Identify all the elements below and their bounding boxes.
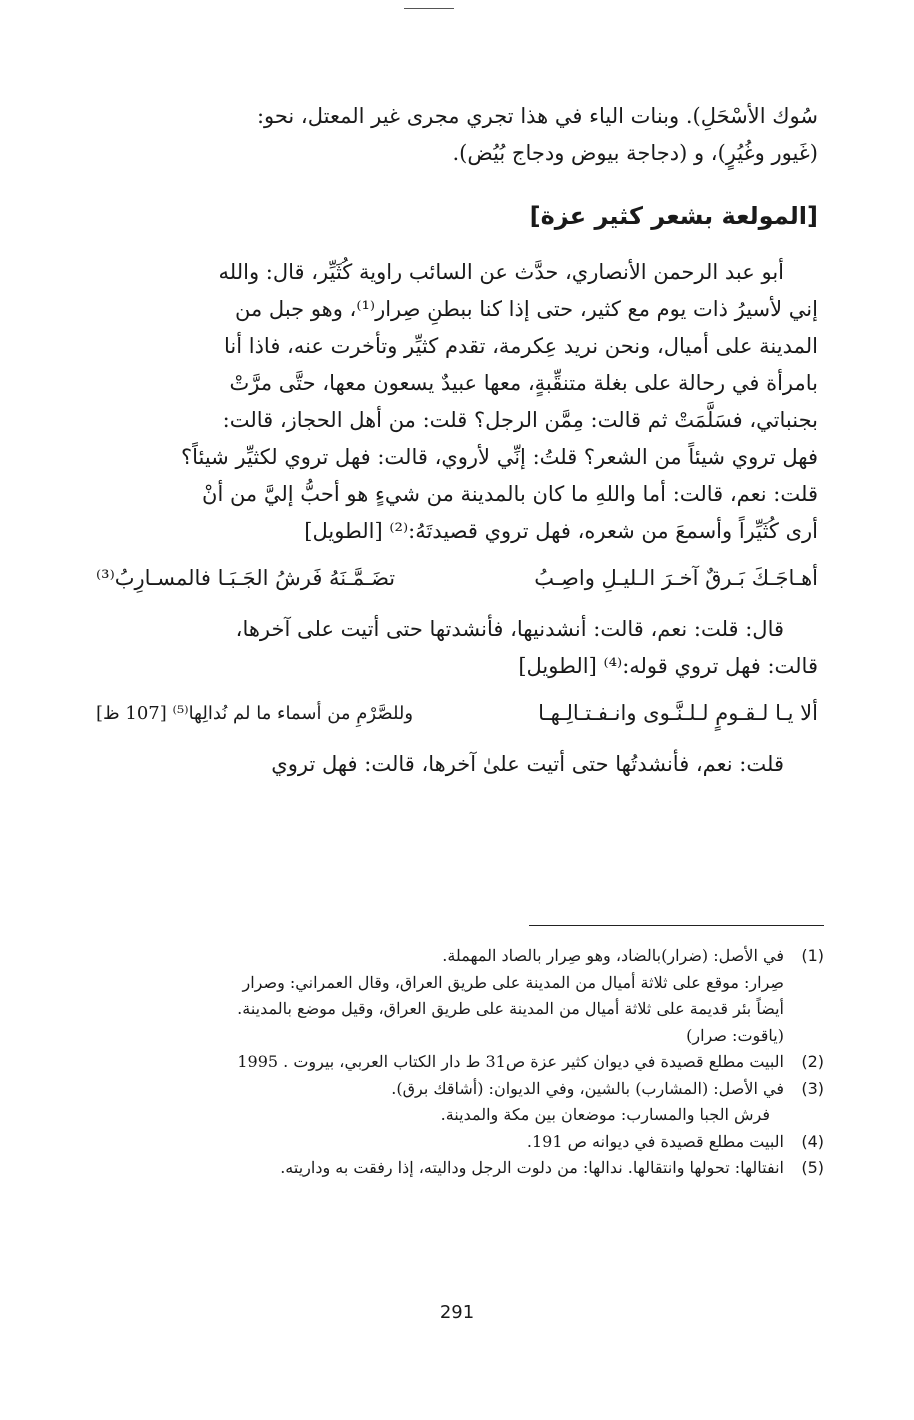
verse-2-first-hemistich: ألا يـا لـقـومٍ لـلـنَّـوى وانـفـتـالِـهـا: [538, 701, 818, 725]
manuscript-folio-note: [107 ظ]: [96, 703, 167, 724]
intro-paragraph: [96, 98, 818, 172]
intro-line-2: (غَيور وغُيُرٍ)، و (دجاجة بيوض ودجاج بُيُض).: [452, 141, 818, 165]
verse-1-first-hemistich: أهـاجَـكَ بَـرقٌ آخـرَ الـليـلِ واصِـبُ: [534, 566, 818, 590]
narrative-paragraph-1: [96, 254, 818, 550]
footnote-line: صِرار: موقع على ثلاثة أميال من المدينة على طريق العراق، وقال العمراني: وصرار: [242, 972, 784, 992]
footnote-number: (4): [801, 1131, 824, 1151]
paragraph-1-line: فهل تروي شيئاً من الشعر؟ قلتُ: إنِّي لأروي، قالت: فهل تروي لكثيِّر شيئاً؟: [180, 445, 818, 469]
paragraph-1-line: المدينة على أميال، ونحن نريد عِكرمة، تقدم كثيِّر وتأخرت عنه، فاذا أنا: [223, 334, 818, 358]
verse-2-second-hemistich: [96, 695, 413, 732]
paragraph-1-line: إني لأسيرُ ذات يوم مع كثير، حتى إذا كنا ببطنِ صِرار⁽¹⁾، وهو جبل من: [235, 297, 818, 321]
verse-1-second-hemistich: تضَـمَّـنَهُ فَرشُ الجَـبَـا فالمسـارِبُ⁽³⁾: [96, 566, 396, 590]
paragraph-1-line: قلت: نعم، قالت: أما واللهِ ما كان بالمدينة من شيءٍ هو أحبُّ إليَّ من أنْ: [202, 482, 818, 506]
footnote-body: [94, 1049, 784, 1076]
footnotes: [94, 943, 824, 1182]
footnote-4: [94, 1129, 824, 1156]
paragraph-2-line: قال: قلت: نعم، قالت: أنشدنيها، فأنشدتها حتى أتيت على آخرها،: [235, 617, 784, 641]
paragraph-1-line: أبو عبد الرحمن الأنصاري، حدَّث عن السائب راوية كُثَيِّر، قال: والله: [218, 260, 784, 284]
verse-2: [96, 695, 818, 732]
paragraph-1-line: أرى كُثَيِّراً وأسمعَ من شعره، فهل تروي قصيدتَهُ:⁽²⁾ [الطويل]: [304, 519, 818, 543]
footnote-line: أيضاً بئر قديمة على ثلاثة أميال من المدينة على طريق العراق، وقيل موضع بالمدينة.: [237, 999, 784, 1018]
footnote-line: انفتالها: تحولها وانتقالها. ندالها: من دلوت الرجل وداليته، إذا رفقت به وداريته.: [280, 1158, 784, 1177]
footnote-body: [94, 1076, 784, 1129]
paragraph-2-line: قالت: فهل تروي قوله:⁽⁴⁾ [الطويل]: [518, 654, 818, 678]
narrative-paragraph-2: [96, 611, 818, 685]
footnote-separator: [529, 925, 824, 926]
footnote-body: [94, 943, 784, 1049]
footnote-body: [94, 1129, 784, 1156]
footnote-line: (ياقوت: صرار): [686, 1025, 784, 1045]
top-decorative-rule: [404, 8, 454, 9]
footnote-number: (2): [801, 1052, 824, 1071]
verse-1: [96, 560, 818, 597]
footnote-line: البيت مطلع قصيدة في ديوانه ص 191.: [526, 1131, 784, 1151]
page-number: 291: [439, 1302, 475, 1323]
footnote-line: البيت مطلع قصيدة في ديوان كثير عزة ص31 ط دار الكتاب العربي، بيروت . 1995: [237, 1052, 784, 1071]
footnote-1: [94, 943, 824, 1049]
footnote-number: (5): [801, 1158, 824, 1177]
paragraph-1-line: بامرأة في رحالة على بغلة متنقِّبةٍ، معها عبيدٌ يسعون معها، حتَّى مرَّتْ: [229, 371, 818, 395]
footnote-line: فرش الجبا والمسارب: موضعان بين مكة والمدينة.: [440, 1105, 770, 1124]
footnote-body: [94, 1155, 784, 1182]
verse-2-second-hemistich-text: وللصَّرْمِ من أسماء ما لم نُدالِها⁽⁵⁾: [172, 703, 414, 724]
footnote-2: [94, 1049, 824, 1076]
footnote-number: (3): [801, 1078, 824, 1098]
footnote-number: (1): [801, 946, 824, 965]
page-body: [96, 98, 818, 783]
intro-line-1: سُوك الأسْحَلِ). وبنات الياء في هذا تجري مجرى غير المعتل، نحو:: [256, 104, 818, 128]
footnote-5: [94, 1155, 824, 1182]
paragraph-1-line: بجنباتي، فسَلَّمَتْ ثم قالت: مِمَّن الرجل؟ قلت: من أهل الحجاز، قالت:: [222, 408, 818, 432]
footnote-line: في الأصل: (المشارب) بالشين، وفي الديوان: (أشاقك برق).: [391, 1078, 784, 1098]
narrative-paragraph-3: [96, 746, 818, 783]
paragraph-3-line: قلت: نعم، فأنشدتُها حتى أتيت علىٰ آخرها، قالت: فهل تروي: [271, 752, 784, 776]
footnote-3: [94, 1076, 824, 1129]
section-heading: [المولعة بشعر كثير عزة]: [529, 202, 818, 230]
footnote-line: في الأصل: (ضرار)بالضاد، وهو صِرار بالصاد المهملة.: [442, 946, 784, 965]
